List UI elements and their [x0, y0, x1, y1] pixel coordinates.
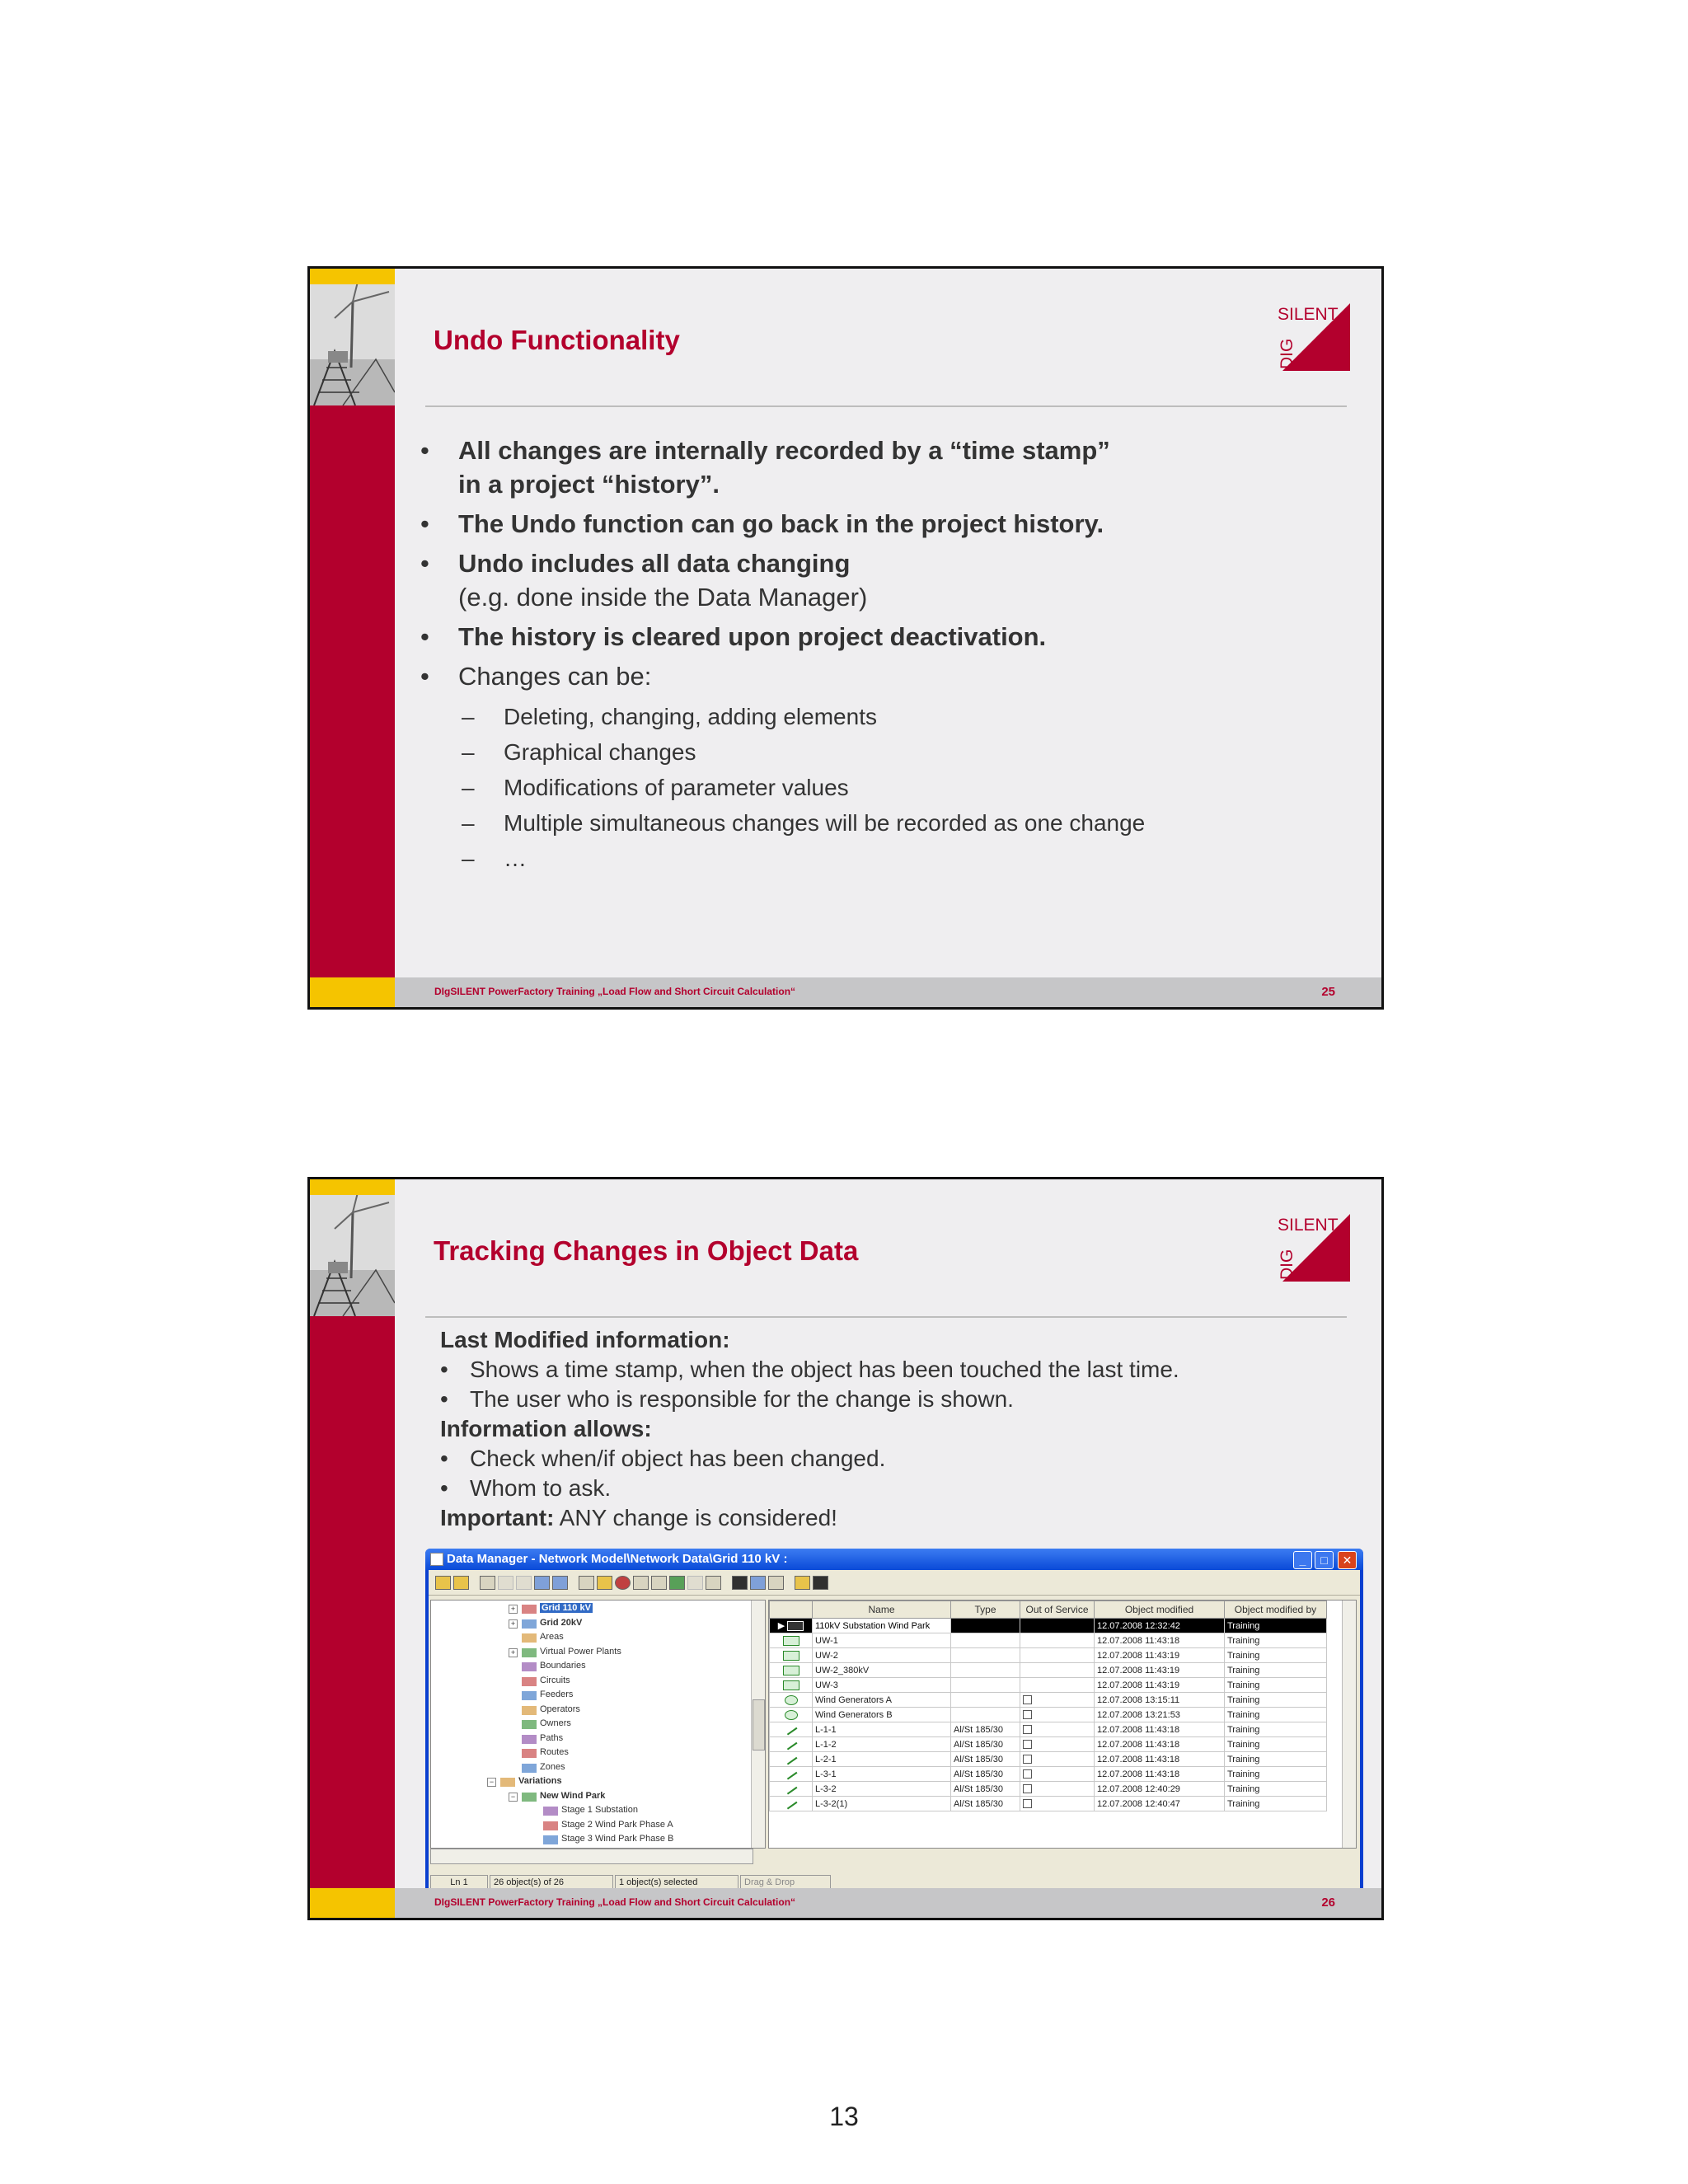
graphic-icon[interactable] [687, 1576, 703, 1590]
cell-object-modified-by[interactable]: Training [1225, 1752, 1327, 1767]
folder-icon [500, 1778, 515, 1787]
cell-object-modified[interactable]: 12.07.2008 13:15:11 [1095, 1693, 1225, 1708]
table-row[interactable] [770, 1663, 1327, 1678]
out-of-service-checkbox[interactable] [1023, 1710, 1032, 1719]
cell-object-modified-by[interactable]: Training [1225, 1648, 1327, 1663]
section-heading: Last Modified information: [440, 1327, 730, 1352]
expand-icon[interactable]: + [509, 1619, 518, 1629]
cell-object-modified[interactable]: 12.07.2008 11:43:19 [1095, 1663, 1225, 1678]
table-row[interactable] [770, 1767, 1327, 1782]
cell-type[interactable]: Al/St 185/30 [951, 1737, 1020, 1752]
cell-object-modified-by[interactable]: Training [1225, 1708, 1327, 1722]
cell-object-modified[interactable]: 12.07.2008 11:43:18 [1095, 1767, 1225, 1782]
folder-up-icon[interactable] [435, 1576, 451, 1590]
sub-item: – Multiple simultaneous changes will be recorded as one change [462, 810, 1146, 836]
tree-item-label: Paths [540, 1732, 564, 1743]
column-header-name[interactable]: Name [813, 1601, 951, 1619]
svg-text:SILENT: SILENT [1278, 305, 1339, 324]
collapse-icon[interactable]: − [509, 1793, 518, 1802]
copy-icon[interactable] [534, 1576, 550, 1590]
cell-object-modified-by[interactable]: Training [1225, 1767, 1327, 1782]
cell-type[interactable] [951, 1633, 1020, 1648]
collapse-icon[interactable]: − [487, 1778, 496, 1787]
cell-object-modified-by[interactable]: Training [1225, 1782, 1327, 1797]
folder-icon [522, 1691, 537, 1700]
table-row[interactable] [770, 1737, 1327, 1752]
cell-name[interactable]: L-2-1 [813, 1752, 951, 1767]
column-header-object-modified[interactable]: Object modified [1095, 1601, 1225, 1619]
table-row[interactable] [770, 1693, 1327, 1708]
folder-icon [522, 1648, 537, 1657]
line-icon [785, 1783, 797, 1794]
report-icon[interactable] [768, 1576, 784, 1590]
cell-out-of-service[interactable] [1020, 1782, 1095, 1797]
tree-item-label: Areas [540, 1632, 564, 1642]
svg-text:SILENT: SILENT [1278, 1216, 1339, 1235]
generator-icon [785, 1710, 798, 1720]
bullet-item: • Changes can be: [420, 662, 652, 691]
row-icon-cell [770, 1752, 813, 1767]
slide-number: 26 [1321, 1896, 1335, 1910]
cell-out-of-service[interactable] [1020, 1678, 1095, 1693]
cell-type[interactable]: Al/St 185/30 [951, 1782, 1020, 1797]
wind-turbine-photo [310, 269, 395, 405]
cell-object-modified[interactable]: 12.07.2008 13:21:53 [1095, 1708, 1225, 1722]
digsilent-logo [1276, 303, 1350, 371]
sub-item: – Graphical changes [462, 739, 696, 765]
data-manager-window [425, 1549, 1363, 1893]
folder-icon [543, 1821, 558, 1830]
folder-icon [543, 1807, 558, 1816]
folder-icon [522, 1706, 537, 1715]
window-title: Data Manager - Network Model\Network Data\Grid 110 kV : [447, 1552, 788, 1566]
out-of-service-checkbox[interactable] [1023, 1784, 1032, 1793]
cell-type[interactable] [951, 1619, 1020, 1633]
cell-type[interactable]: Al/St 185/30 [951, 1722, 1020, 1737]
table-row[interactable] [770, 1722, 1327, 1737]
bullet-item: • The user who is responsible for the change is shown. [440, 1386, 1014, 1412]
cell-object-modified-by[interactable]: Training [1225, 1633, 1327, 1648]
tree-item-label: Routes [540, 1747, 569, 1757]
cell-object-modified-by[interactable]: Training [1225, 1663, 1327, 1678]
tree-item-label: Stage 2 Wind Park Phase A [561, 1819, 673, 1830]
out-of-service-checkbox[interactable] [1023, 1799, 1032, 1808]
tree-item-label: Zones [540, 1761, 565, 1772]
tree-item-label: Grid 110 kV [542, 1603, 591, 1613]
row-icon-cell [770, 1648, 813, 1663]
cell-name[interactable]: Wind Generators B [813, 1708, 951, 1722]
expand-icon[interactable]: + [509, 1605, 518, 1614]
folder-icon [543, 1835, 558, 1844]
cell-out-of-service[interactable] [1020, 1722, 1095, 1737]
tree-item-label: Operators [540, 1704, 580, 1714]
tree-item-label: Boundaries [540, 1661, 586, 1671]
cell-object-modified-by[interactable]: Training [1225, 1678, 1327, 1693]
bullet-item: • Shows a time stamp, when the object has been touched the last time. [440, 1357, 1179, 1382]
minimize-button[interactable]: _ [1293, 1551, 1312, 1569]
svg-text:DIG: DIG [1278, 1249, 1296, 1280]
cell-name[interactable]: UW-3 [813, 1678, 951, 1693]
expand-icon[interactable]: + [509, 1648, 518, 1657]
binoculars-icon[interactable] [732, 1576, 748, 1590]
folder-icon [522, 1662, 537, 1671]
tree-item-label: Owners [540, 1718, 571, 1728]
out-of-service-checkbox[interactable] [1023, 1769, 1032, 1779]
cell-object-modified[interactable]: 12.07.2008 11:43:19 [1095, 1648, 1225, 1663]
tree-item-label: New Wind Park [540, 1790, 606, 1801]
table-row[interactable] [770, 1633, 1327, 1648]
cell-object-modified[interactable]: 12.07.2008 11:43:19 [1095, 1678, 1225, 1693]
close-button[interactable]: ✕ [1338, 1551, 1357, 1569]
bullet-item: • Undo includes all data changing (e.g. done inside the Data Manager) [420, 549, 868, 612]
edit-icon[interactable] [706, 1576, 721, 1590]
svg-text:DIG: DIG [1278, 338, 1296, 369]
cell-object-modified[interactable]: 12.07.2008 11:43:18 [1095, 1737, 1225, 1752]
cell-object-modified[interactable]: 12.07.2008 12:40:47 [1095, 1797, 1225, 1811]
row-icon-cell [770, 1708, 813, 1722]
table-row[interactable] [770, 1648, 1327, 1663]
cell-out-of-service[interactable] [1020, 1633, 1095, 1648]
folder-icon [522, 1720, 537, 1729]
accent-bar-bottom [310, 1888, 395, 1918]
status-mode: Drag & Drop [740, 1875, 831, 1890]
cell-type[interactable] [951, 1678, 1020, 1693]
toolbar [429, 1570, 1360, 1596]
cell-name[interactable]: L-3-2 [813, 1782, 951, 1797]
cell-type[interactable]: Al/St 185/30 [951, 1797, 1020, 1811]
folder-icon [522, 1735, 537, 1744]
cell-type[interactable] [951, 1663, 1020, 1678]
tree-horizontal-scrollbar[interactable] [430, 1849, 753, 1864]
cut-icon[interactable] [516, 1576, 532, 1590]
row-icon-cell [770, 1722, 813, 1737]
table-row[interactable] [770, 1782, 1327, 1797]
bullet-item: • The history is cleared upon project deactivation. [420, 622, 1047, 651]
table-row[interactable] [770, 1708, 1327, 1722]
title-divider [425, 1316, 1347, 1318]
cell-object-modified-by[interactable]: Training [1225, 1722, 1327, 1737]
open-icon[interactable] [795, 1576, 810, 1590]
cell-name[interactable]: L-3-2(1) [813, 1797, 951, 1811]
cell-type[interactable]: Al/St 185/30 [951, 1752, 1020, 1767]
folder-icon[interactable] [453, 1576, 469, 1590]
slide-footer [395, 977, 1381, 1007]
sub-list [462, 699, 1324, 876]
folder-icon [522, 1764, 537, 1773]
folder-icon [522, 1677, 537, 1686]
cell-out-of-service[interactable] [1020, 1767, 1095, 1782]
search-icon[interactable] [651, 1576, 667, 1590]
line-icon [785, 1739, 797, 1750]
folder-icon [522, 1605, 537, 1614]
tree-scrollbar[interactable] [751, 1601, 765, 1848]
cell-name[interactable]: L-3-1 [813, 1767, 951, 1782]
object-table[interactable] [768, 1600, 1357, 1849]
cell-name[interactable]: 110kV Substation Wind Park [813, 1619, 951, 1633]
out-of-service-checkbox[interactable] [1023, 1695, 1032, 1704]
maximize-button[interactable]: □ [1315, 1551, 1334, 1569]
object-tree[interactable] [430, 1600, 766, 1849]
cell-out-of-service[interactable] [1020, 1693, 1095, 1708]
slide-title: Undo Functionality [434, 325, 680, 355]
cell-object-modified[interactable]: 12.07.2008 11:43:18 [1095, 1633, 1225, 1648]
busbar-icon [783, 1636, 799, 1646]
row-icon-cell [770, 1782, 813, 1797]
cell-object-modified-by[interactable]: Training [1225, 1737, 1327, 1752]
bullet-item: • Whom to ask. [440, 1475, 612, 1501]
out-of-service-checkbox[interactable] [1023, 1725, 1032, 1734]
tree-item-label: Stage 1 Substation [561, 1805, 638, 1815]
cell-name[interactable]: UW-2_380kV [813, 1663, 951, 1678]
cell-out-of-service[interactable] [1020, 1648, 1095, 1663]
table-row[interactable] [770, 1678, 1327, 1693]
row-icon-cell [770, 1797, 813, 1811]
font-icon[interactable] [750, 1576, 766, 1590]
cell-out-of-service[interactable] [1020, 1752, 1095, 1767]
tree-item-label: Circuits [540, 1675, 570, 1685]
row-icon-cell [770, 1663, 813, 1678]
stop-icon[interactable] [615, 1576, 631, 1590]
cell-out-of-service[interactable] [1020, 1663, 1095, 1678]
app-icon [430, 1553, 443, 1566]
wind-turbine-photo [310, 1179, 395, 1316]
bullet-item: • Check when/if object has been changed. [440, 1446, 886, 1471]
folder-icon [522, 1619, 537, 1629]
table-row[interactable] [770, 1619, 1327, 1633]
accent-bar-top [310, 269, 395, 284]
slide-title: Tracking Changes in Object Data [434, 1235, 859, 1266]
row-icon-cell [770, 1619, 813, 1633]
slide-sidebar [310, 1179, 395, 1918]
line-icon [785, 1724, 797, 1735]
column-header-icon[interactable] [770, 1601, 813, 1619]
cell-name[interactable]: UW-1 [813, 1633, 951, 1648]
cell-name[interactable]: L-1-1 [813, 1722, 951, 1737]
folder-icon [522, 1749, 537, 1758]
tree-icon[interactable] [633, 1576, 649, 1590]
cell-object-modified-by[interactable]: Training [1225, 1693, 1327, 1708]
cell-object-modified[interactable]: 12.07.2008 11:43:18 [1095, 1752, 1225, 1767]
row-pointer-icon: ▶ [777, 1620, 788, 1631]
line-icon [785, 1754, 797, 1765]
title-divider [425, 405, 1347, 407]
cell-type[interactable] [951, 1693, 1020, 1708]
accent-bar-bottom [310, 977, 395, 1007]
column-header-type[interactable]: Type [951, 1601, 1020, 1619]
sub-item: – … [462, 846, 527, 871]
busbar-icon [783, 1666, 799, 1675]
cell-name[interactable]: UW-2 [813, 1648, 951, 1663]
cell-out-of-service[interactable] [1020, 1708, 1095, 1722]
cell-object-modified[interactable]: 12.07.2008 12:40:29 [1095, 1782, 1225, 1797]
row-icon-cell [770, 1737, 813, 1752]
busbar-icon [787, 1621, 804, 1631]
line-icon [785, 1798, 797, 1809]
tree-item-label: Stage 3 Wind Park Phase B [561, 1834, 674, 1844]
digsilent-logo [1276, 1214, 1350, 1282]
cell-out-of-service[interactable] [1020, 1619, 1095, 1633]
section-heading: Information allows: [440, 1416, 652, 1441]
sub-item: – Deleting, changing, adding elements [462, 704, 877, 729]
generator-icon [785, 1695, 798, 1705]
tree-item-label: Grid 20kV [540, 1617, 583, 1628]
accent-bar-top [310, 1179, 395, 1195]
tree-item-label: Feeders [540, 1690, 574, 1699]
slide-body [440, 1325, 1347, 1533]
sub-item: – Modifications of parameter values [462, 775, 849, 800]
busbar-icon [783, 1680, 799, 1690]
important-note: Important: ANY change is considered! [440, 1505, 837, 1530]
cell-object-modified[interactable]: 12.07.2008 11:43:18 [1095, 1722, 1225, 1737]
row-icon-cell [770, 1693, 813, 1708]
cell-object-modified-by[interactable]: Training [1225, 1797, 1327, 1811]
cell-object-modified-by[interactable]: Training [1225, 1619, 1327, 1633]
footer-text: DIgSILENT PowerFactory Training „Load Flow and Short Circuit Calculation“ [434, 1896, 796, 1908]
row-icon-cell [770, 1678, 813, 1693]
window-titlebar[interactable] [425, 1549, 1363, 1570]
table-row[interactable] [770, 1797, 1327, 1811]
cell-out-of-service[interactable] [1020, 1737, 1095, 1752]
tree-item-label: Variations [518, 1776, 562, 1786]
cell-name[interactable]: L-1-2 [813, 1737, 951, 1752]
slide-sidebar [310, 269, 395, 1007]
delete-icon[interactable] [498, 1576, 513, 1590]
details-icon[interactable] [579, 1576, 594, 1590]
footer-text: DIgSILENT PowerFactory Training „Load Flow and Short Circuit Calculation“ [434, 986, 796, 997]
cell-out-of-service[interactable] [1020, 1797, 1095, 1811]
slide-undo-functionality [307, 266, 1384, 1010]
network-icon[interactable] [669, 1576, 685, 1590]
out-of-service-checkbox[interactable] [1023, 1740, 1032, 1749]
cell-name[interactable]: Wind Generators A [813, 1693, 951, 1708]
tree-item-label: Virtual Power Plants [540, 1646, 621, 1657]
column-header-object-modified-by[interactable]: Object modified by [1225, 1601, 1327, 1619]
folder-icon [522, 1633, 537, 1643]
bullet-list [417, 434, 1324, 876]
table-row[interactable] [770, 1752, 1327, 1767]
new-object-icon[interactable] [480, 1576, 495, 1590]
busbar-icon [783, 1651, 799, 1661]
row-icon-cell [770, 1633, 813, 1648]
bullet-item: • The Undo function can go back in the project history. [420, 509, 1104, 538]
cell-type[interactable] [951, 1708, 1020, 1722]
status-selection: 1 object(s) selected [615, 1875, 738, 1890]
slide-tracking-changes [307, 1177, 1384, 1920]
status-object-count: 26 object(s) of 26 [490, 1875, 613, 1890]
filter-icon[interactable] [597, 1576, 612, 1590]
bullet-item: • All changes are internally recorded by a “time stamp” in a project “history”. [420, 436, 1110, 499]
cell-object-modified[interactable]: 12.07.2008 12:32:42 [1095, 1619, 1225, 1633]
row-icon-cell [770, 1767, 813, 1782]
slide-number: 25 [1321, 985, 1335, 999]
slide-footer [395, 1888, 1381, 1918]
cell-type[interactable] [951, 1648, 1020, 1663]
save-icon[interactable] [813, 1576, 828, 1590]
table-scrollbar[interactable] [1342, 1601, 1356, 1848]
paste-icon[interactable] [552, 1576, 568, 1590]
column-header-out-of-service[interactable]: Out of Service [1020, 1601, 1095, 1619]
status-line: Ln 1 [430, 1875, 488, 1890]
page-number: 13 [829, 2102, 859, 2131]
line-icon [785, 1769, 797, 1779]
out-of-service-checkbox[interactable] [1023, 1755, 1032, 1764]
folder-icon [522, 1793, 537, 1802]
cell-type[interactable]: Al/St 185/30 [951, 1767, 1020, 1782]
